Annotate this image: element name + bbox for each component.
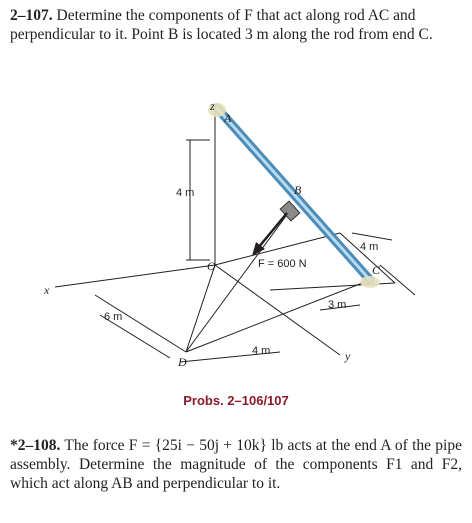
- dim-4m-bottom: 4 m: [252, 345, 271, 357]
- label-y: y: [345, 349, 351, 363]
- label-a: A: [224, 111, 232, 125]
- label-d: D: [178, 355, 187, 369]
- label-o: O: [207, 259, 216, 273]
- problem-2-108: [10, 436, 462, 493]
- dim-6m: 6 m: [104, 311, 123, 323]
- figure-caption: Probs. 2–106/107: [183, 393, 289, 408]
- label-z: z: [210, 99, 215, 113]
- label-c: C: [372, 263, 381, 277]
- dim-4m-right: 4 m: [360, 241, 379, 253]
- force-label: F = 600 N: [258, 258, 307, 270]
- problem-text: Determine the components of F that act along rod AC and perpendicular to it. Point B is located 3 m along the rod from end C.: [10, 7, 433, 43]
- problem-text: The force F = {25i − 50j + 10k} lb acts at the end A of the pipe assembly. Determine the magnitude of the components F1 and F2, which act along AB and perpendicular to it.: [10, 437, 462, 492]
- dim-3m: 3 m: [328, 299, 347, 311]
- problem-number: 2–107.: [10, 7, 53, 24]
- problem-2-107: [10, 6, 462, 44]
- label-b: B: [294, 183, 302, 197]
- dim-4m-vertical: 4 m: [176, 187, 195, 199]
- label-x: x: [44, 283, 50, 297]
- problem-number: *2–108.: [10, 437, 61, 454]
- figure-rod-ac: [0, 90, 472, 410]
- force-arrow: [258, 213, 287, 248]
- x-axis: [55, 265, 215, 287]
